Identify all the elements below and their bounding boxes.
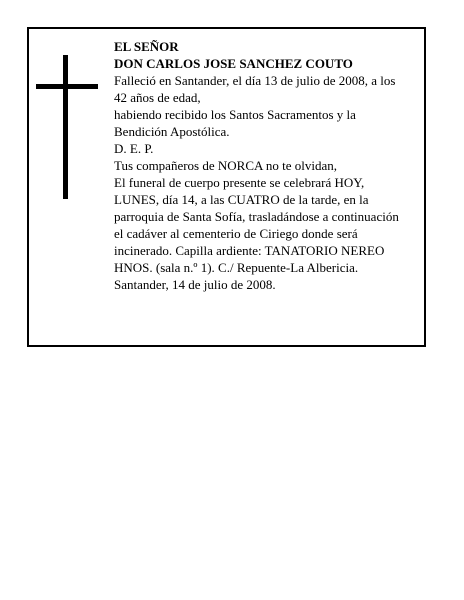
funeral-line: parroquia de Santa Sofía, trasladándose a continuación [114,209,399,224]
sacraments-line: habiendo recibido los Santos Sacramentos y la [114,107,356,122]
death-line: Falleció en Santander, el día 13 de julio de 2008, a los [114,73,396,88]
cross-icon [36,55,98,199]
cross-vertical-bar [63,55,68,199]
sacraments-line: Bendición Apostólica. [114,124,230,139]
obituary-text [114,38,419,293]
funeral-line: HNOS. (sala n.º 1). C./ Repuente-La Albericia. [114,260,359,275]
funeral-line: LUNES, día 14, a las CUATRO de la tarde, en la [114,192,369,207]
funeral-line: El funeral de cuerpo presente se celebrará HOY, [114,175,365,190]
colleagues-line: Tus compañeros de NORCA no te olvidan, [114,158,338,173]
title-line: EL SEÑOR [114,39,179,54]
deceased-name: DON CARLOS JOSE SANCHEZ COUTO [114,56,353,71]
death-line: 42 años de edad, [114,90,201,105]
dep-line: D. E. P. [114,141,154,156]
funeral-line: incinerado. Capilla ardiente: TANATORIO NEREO [114,243,385,258]
place-date-line: Santander, 14 de julio de 2008. [114,277,276,292]
cross-horizontal-bar [36,84,98,89]
funeral-line: el cadáver al cementerio de Ciriego donde será [114,226,358,241]
